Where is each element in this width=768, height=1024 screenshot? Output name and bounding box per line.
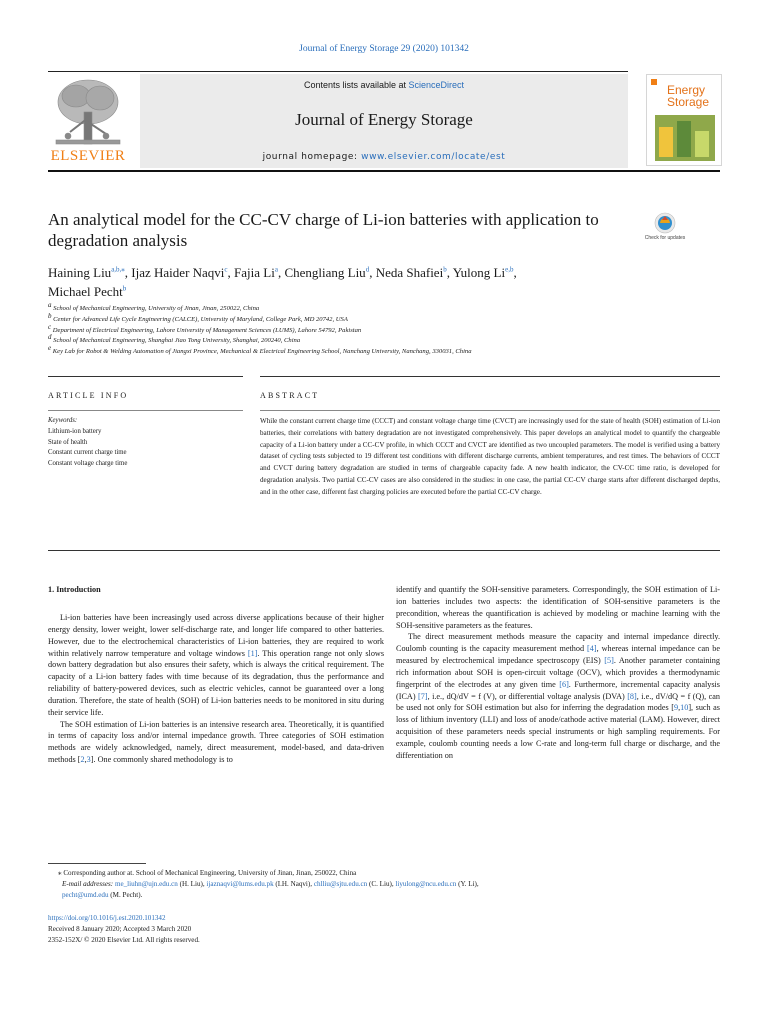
abstract-rule [260, 376, 720, 377]
affiliation-item [48, 333, 728, 347]
reference-link[interactable]: 9 [673, 703, 679, 713]
paragraph-text: ]. One commonly shared methodology is to [90, 755, 233, 765]
reference-link[interactable]: 2 [80, 755, 85, 765]
homepage-label: journal homepage: [262, 152, 362, 162]
author-name[interactable]: Yulong Li [452, 265, 506, 280]
reference-link[interactable]: [1] [247, 648, 258, 658]
elsevier-wordmark: ELSEVIER [50, 148, 126, 164]
paragraph-text: , [84, 755, 87, 765]
keyword-item: Constant current charge time [48, 449, 127, 457]
paragraph-text: . Another parameter containing rich information about SOH is open-circuit voltage (OCV), which provides a thermodynamic fingerprint of the electrodes at any given time [396, 656, 720, 689]
affiliation-item [48, 311, 728, 326]
affiliation-item [48, 322, 728, 337]
paragraph-text: The SOH estimation of Li-ion batteries is an intensive research area. Theoretically, it is quantified in terms of capacity loss and/or internal impedance growth. Three categories of SOH estimation methods are widely acknowledged, namely, direct measurement, model-based, and data-driven methods [ [48, 719, 384, 765]
affiliation-mark: a [48, 300, 52, 309]
author-name[interactable]: Neda Shafiei [375, 265, 444, 280]
cover-title-line2: Storage [667, 95, 710, 109]
reference-link[interactable]: [8] [627, 691, 637, 701]
paragraph: identify and quantify the SOH-sensitive parameters. Correspondingly, the SOH estimation of Li-ion batteries includes two aspects: the identification of SOH-sensitive parameters is the precondition, whereas the quantification is achieved by modeling or machine learning with the SOH-sensitive parameters as the features. [396, 585, 720, 630]
journal-name: Journal of Energy Storage [295, 110, 473, 129]
publication-info [48, 913, 448, 947]
paragraph [48, 612, 384, 719]
keyword-item: State of health [48, 438, 88, 446]
email-link[interactable]: me_liuhn@ujn.edu.cn [114, 880, 178, 889]
affiliation-mark: d [48, 333, 52, 342]
author-affiliation-mark[interactable]: e,b [505, 265, 514, 274]
journal-homepage [140, 152, 628, 162]
paragraph [48, 719, 384, 766]
affiliation-item [48, 344, 728, 358]
journal-cover-icon [647, 75, 721, 165]
abstract-subrule [260, 410, 720, 411]
affiliation-mark: e [48, 344, 52, 352]
affiliation-text: School of Mechanical Engineering, University of Jinan, Jinan, 250022, China [51, 305, 260, 312]
author-separator: , [277, 265, 285, 280]
email-link[interactable]: liyulong@ncu.edu.cn [395, 880, 457, 889]
affiliation-item [48, 300, 728, 315]
contents-availability [140, 80, 628, 90]
reference-link[interactable]: 3 [86, 755, 91, 765]
cover-title-line1: Energy [667, 83, 706, 97]
author-separator: , [124, 265, 132, 280]
author-separator: , [513, 265, 517, 280]
article-info-rule [48, 376, 243, 377]
paragraph-text: . This operation range not only slows down battery degradation but also ensures their safety, which is always the critical requirement. The capacity of a Li-ion battery fades with time because of its degradation, thus the performance and reliability of battery-powered devices, such as electric vehicles, cannot be guaranteed over a long duration. Therefore, the state of health (SOH) of Li-ion batteries needs to be monitored in situ during their service life. [48, 648, 385, 717]
corresponding-author-note: ⁎ Corresponding author at. School of Mechanical Engineering, University of Jinan, Jinan, 250022, China [58, 869, 357, 877]
author-list [48, 263, 648, 301]
paragraph-text: Li-ion batteries have been increasingly used across diverse applications because of their higher energy density, lower weight, lower self-discharge rate, and longer life compared to other batteries. However, due to the electrochemical characteristics of Li-ion batteries, they are required to work within relatively narrow temperature and voltage windows [48, 613, 384, 658]
article-title: An analytical model for the CC-CV charge of Li-ion batteries with application to degradation analysis [48, 210, 599, 250]
reference-link[interactable]: [5] [604, 656, 614, 666]
check-for-updates-button[interactable] [644, 212, 686, 248]
keywords-label: Keywords: [48, 417, 78, 424]
paragraph-text: ], such as loss of lithium inventory (LLI) and loss of anode/cathode active material (LAM). However, direct acquisition of these parameters needs special instruments or high sampling requirements. For example, coulomb counting needs a low C-rate and long-term full charge or discharge, and the differentiation on [396, 703, 720, 760]
affiliation-text: School of Mechanical Engineering, Shanghai Jiao Tong University, Shanghai, 200240, China [51, 337, 301, 345]
footnote-rule [48, 863, 146, 864]
paragraph-text: , i.e., dQ/dV = f (V), or differential voltage analysis (DVA) [427, 691, 628, 701]
author-name[interactable]: Fajia Li [234, 265, 275, 280]
keywords-block [48, 416, 243, 470]
author-separator: , [446, 265, 453, 280]
copyright-line: 2352-152X/ © 2020 Elsevier Ltd. All rights reserved. [48, 936, 200, 945]
doi-link[interactable]: https://doi.org/10.1016/j.est.2020.101342 [48, 914, 166, 922]
abstract-end-rule [48, 550, 720, 551]
reference-link[interactable]: [6] [559, 679, 569, 689]
body-column-left [48, 612, 384, 766]
reference-link[interactable]: 10 [680, 703, 689, 713]
reference-link[interactable]: [4] [587, 644, 597, 654]
keyword-item: Constant voltage charge time [48, 460, 128, 468]
affiliations [48, 300, 728, 358]
journal-citation-link[interactable]: Journal of Energy Storage 29 (2020) 101342 [299, 44, 469, 54]
author-name[interactable]: Chengliang Liu [284, 265, 366, 280]
email-owner: (I.H. Naqvi), [273, 880, 314, 889]
paragraph [396, 631, 720, 761]
author-affiliation-mark[interactable]: b [443, 265, 447, 274]
affiliation-text: Center for Advanced Life Cycle Engineering (CALCE), University of Maryland, College Park, MD 20742, USA [51, 315, 348, 323]
sciencedirect-link[interactable]: ScienceDirect [408, 80, 465, 90]
author-name[interactable]: Haining Liu [48, 265, 112, 280]
header-divider-bottom [48, 170, 720, 172]
check-for-updates-icon [650, 212, 680, 248]
email-owner: (H. Liu), [177, 880, 207, 889]
journal-cover-image[interactable] [646, 74, 722, 166]
email-owner: (Y. Li), [456, 880, 479, 889]
email-link[interactable]: chlliu@sjtu.edu.cn [313, 880, 368, 889]
paragraph-text: , [678, 703, 681, 713]
affiliation-text: Department of Electrical Engineering, Lahore University of Management Sciences (LUMS), Lahore 54792, Pakistan [51, 326, 362, 334]
received-dates: Received 8 January 2020; Accepted 3 March 2020 [48, 925, 192, 934]
affiliation-mark: c [48, 322, 52, 331]
journal-homepage-link[interactable]: www.elsevier.com/locate/est [361, 152, 506, 162]
paragraph-text: The direct measurement methods measure the capacity and internal impedance directly. Coulomb counting is the capacity measurement method [396, 632, 720, 654]
paragraph-text: , whereas internal impedance can be measured by electrochemical impedance spectroscopy (EIS) [396, 644, 720, 666]
email-link[interactable]: pecht@umd.edu [62, 891, 109, 900]
check-for-updates-label: Check for updates [644, 235, 686, 241]
footnotes [48, 868, 720, 902]
keyword-item: Lithium-ion battery [48, 427, 102, 435]
email-label: E-mail addresses: [62, 880, 115, 889]
author-affiliation-mark[interactable]: a,b,⁎ [111, 265, 125, 274]
article-info-heading: ARTICLE INFO [48, 391, 129, 400]
author-affiliation-mark[interactable]: d [365, 265, 370, 274]
author-name[interactable]: Ijaz Haider Naqvi [131, 265, 225, 280]
affiliation-mark: b [48, 311, 52, 320]
abstract-text: While the constant current charge time (CCCT) and constant voltage charge time (CVCT) are increasingly used for the state of health (SOH) estimation of Li-ion batteries, their correlations with battery degradation are not investigated comprehensively. This paper develops an analytical model to quantify the chargeable capacity of a Li-ion battery under a CC-CV profile, in which CCCT and CVCT are identified as two uncoupled parameters. The model is verified using a battery dataset of cycling tests subjected to 19 different test conditions with different discharge currents, ambient temperatures, and rest times. The behaviors of CCCT and CVCT during battery degradation are studied in terms of chargeable capacity fade. A new health indicator, the CV-CC time ratio, is developed for degradation analysis. Two partial CC-CV cases are also considered in the studies: in one case, the partial CC-CV charge starts after different discharged depths, and in the other case, different fast charging policies are executed before the partial CC-CV charge. [260, 417, 720, 496]
section-heading-introduction: 1. Introduction [48, 585, 101, 594]
paragraph-text: , i.e., dV/dQ = f (Q), can be used not only for SOH estimation but also for inferring the degradation modes [ [396, 691, 720, 713]
contents-prefix: Contents lists available at [303, 80, 409, 90]
author-affiliation-mark[interactable]: c [224, 265, 228, 274]
header-divider-top [48, 71, 628, 72]
author-separator: , [369, 265, 376, 280]
author-name[interactable]: Michael Pecht [48, 284, 123, 299]
author-affiliation-mark[interactable]: a [274, 265, 278, 274]
email-owner: (M. Pecht). [108, 891, 143, 900]
author-affiliation-mark[interactable]: b [122, 284, 127, 293]
body-column-right [396, 584, 720, 762]
affiliation-text: Key Lab for Robot & Welding Automation of Jiangxi Province, Mechanical & Electrical Engineering School, Nanchang University, Nanchang, 330031, China [51, 348, 472, 356]
author-separator: , [227, 265, 235, 280]
article-info-subrule [48, 410, 243, 411]
email-owner: (C. Liu), [367, 880, 396, 889]
email-link[interactable]: ijaznaqvi@lums.edu.pk [206, 880, 274, 889]
abstract-heading: ABSTRACT [260, 391, 320, 400]
reference-link[interactable]: [7] [418, 691, 428, 701]
email-addresses [48, 879, 720, 901]
paragraph-text: . Furthermore, incremental capacity analysis (ICA) [396, 679, 720, 701]
